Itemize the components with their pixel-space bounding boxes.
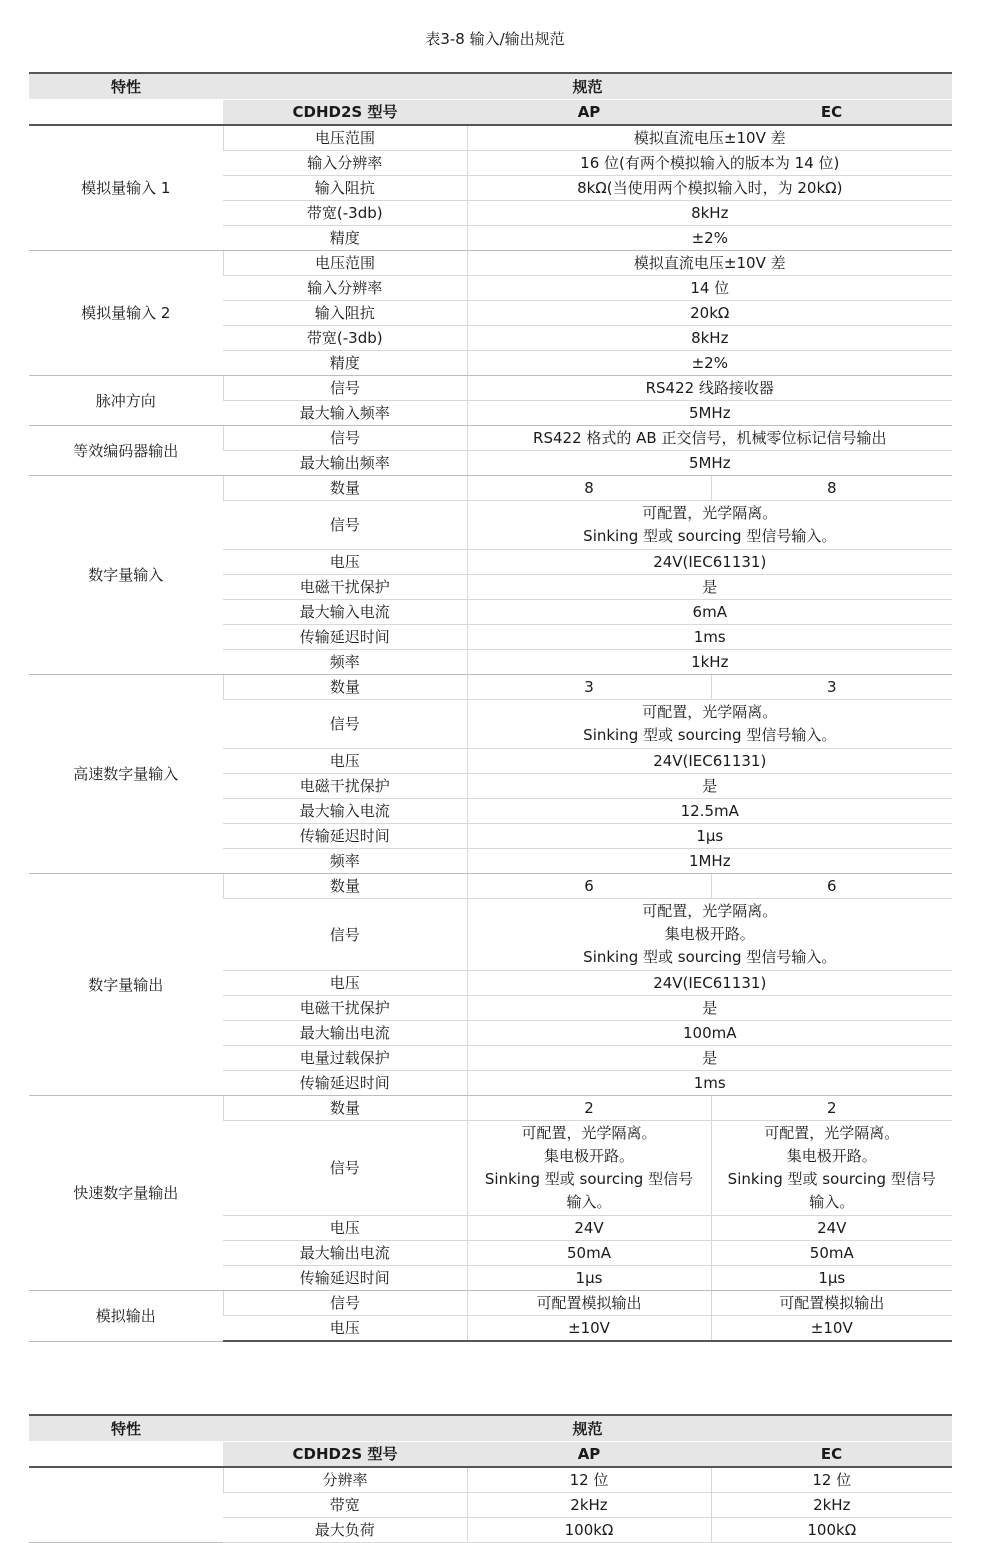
- ap-value-cell: 24V: [467, 1216, 711, 1241]
- cell-line: 集电极开路。: [664, 925, 755, 943]
- ap-value-cell: [467, 1121, 711, 1216]
- param-cell: 最大输入频率: [223, 401, 467, 426]
- value-cell: 14 位: [467, 276, 952, 301]
- param-cell: 最大输入电流: [223, 799, 467, 824]
- param-cell: 信号: [223, 899, 467, 971]
- param-cell: 信号: [223, 1121, 467, 1216]
- table-row: [29, 251, 952, 276]
- ec-value-cell: 2: [711, 1096, 952, 1121]
- value-cell: 1μs: [467, 824, 952, 849]
- param-cell: 信号: [223, 1291, 467, 1316]
- table-row: [29, 125, 952, 151]
- param-cell: 传输延迟时间: [223, 824, 467, 849]
- spec-header: 规范: [223, 73, 952, 100]
- ec-value-cell: 1μs: [711, 1266, 952, 1291]
- param-cell: 信号: [223, 700, 467, 749]
- ap-value-cell: 50mA: [467, 1241, 711, 1266]
- param-cell: 输入阻抗: [223, 301, 467, 326]
- param-cell: 电压: [223, 1316, 467, 1342]
- value-cell: 6mA: [467, 600, 952, 625]
- table-row: [29, 1467, 952, 1493]
- header-row-model: [29, 100, 952, 126]
- ap-value-cell: 3: [467, 675, 711, 700]
- ap-value-cell: ±10V: [467, 1316, 711, 1342]
- io-spec-table-continued: [29, 1414, 952, 1543]
- feature-header: 特性: [29, 73, 223, 100]
- value-cell: 100mA: [467, 1021, 952, 1046]
- param-cell: 最大输出电流: [223, 1021, 467, 1046]
- value-cell: 8kHz: [467, 201, 952, 226]
- ec-value-cell: 可配置模拟输出: [711, 1291, 952, 1316]
- param-cell: 数量: [223, 1096, 467, 1121]
- ec-value-cell: ±10V: [711, 1316, 952, 1342]
- value-cell: 24V(IEC61131): [467, 971, 952, 996]
- table-caption: 表3-8 输入/输出规范: [425, 30, 565, 48]
- ap-value-cell: 2kHz: [467, 1493, 711, 1518]
- cell-line: 输入。: [809, 1193, 855, 1211]
- feature-cell: 数字量输出: [29, 874, 223, 1096]
- param-cell: 输入阻抗: [223, 176, 467, 201]
- param-cell: 电压: [223, 550, 467, 575]
- value-cell: 8kΩ(当使用两个模拟输入时，为 20kΩ): [467, 176, 952, 201]
- feature-header-blank-2: [29, 1442, 223, 1468]
- param-cell: 电量过载保护: [223, 1046, 467, 1071]
- table-row: [29, 426, 952, 451]
- ap-header: AP: [467, 100, 711, 126]
- value-cell: 1MHz: [467, 849, 952, 874]
- feature-cell: [29, 1467, 223, 1543]
- param-cell: 电磁干扰保护: [223, 575, 467, 600]
- header-row-main: [29, 73, 952, 100]
- value-cell: 24V(IEC61131): [467, 749, 952, 774]
- cell-line: Sinking 型或 sourcing 型信号: [484, 1170, 694, 1188]
- cell-line: Sinking 型或 sourcing 型信号输入。: [583, 527, 837, 545]
- param-cell: 精度: [223, 226, 467, 251]
- ec-value-cell: 8: [711, 476, 952, 501]
- value-cell: RS422 线路接收器: [467, 376, 952, 401]
- cell-line: 输入。: [566, 1193, 612, 1211]
- param-cell: 传输延迟时间: [223, 1266, 467, 1291]
- ec-value-cell: 100kΩ: [711, 1518, 952, 1543]
- feature-cell: 脉冲方向: [29, 376, 223, 426]
- ap-value-cell: 8: [467, 476, 711, 501]
- ap-value-cell: 100kΩ: [467, 1518, 711, 1543]
- param-cell: 电压: [223, 971, 467, 996]
- value-cell: 16 位(有两个模拟输入的版本为 14 位): [467, 151, 952, 176]
- ec-value-cell: 50mA: [711, 1241, 952, 1266]
- header-row-model-2: [29, 1442, 952, 1468]
- param-cell: 信号: [223, 426, 467, 451]
- value-cell: [467, 700, 952, 749]
- value-cell: 是: [467, 1046, 952, 1071]
- cell-line: 可配置，光学隔离。: [642, 703, 778, 721]
- ec-value-cell: 24V: [711, 1216, 952, 1241]
- spec-header-2: 规范: [223, 1415, 952, 1442]
- model-header: CDHD2S 型号: [223, 100, 467, 126]
- param-cell: 频率: [223, 650, 467, 675]
- feature-cell: 数字量输入: [29, 476, 223, 675]
- ap-value-cell: 12 位: [467, 1467, 711, 1493]
- table-row: [29, 1291, 952, 1316]
- table-row: [29, 874, 952, 899]
- param-cell: 带宽(-3db): [223, 201, 467, 226]
- param-cell: 电压: [223, 1216, 467, 1241]
- model-header-2: CDHD2S 型号: [223, 1442, 467, 1468]
- ap-value-cell: 1μs: [467, 1266, 711, 1291]
- io-spec-table-continued-body: [29, 1467, 952, 1543]
- ec-value-cell: 3: [711, 675, 952, 700]
- value-cell: [467, 501, 952, 550]
- table-row: [29, 376, 952, 401]
- io-spec-table: [29, 72, 952, 1342]
- ec-value-cell: 12 位: [711, 1467, 952, 1493]
- value-cell: 是: [467, 575, 952, 600]
- param-cell: 输入分辨率: [223, 151, 467, 176]
- cell-line: 集电极开路。: [786, 1147, 877, 1165]
- value-cell: 模拟直流电压±10V 差: [467, 125, 952, 151]
- param-cell: 数量: [223, 476, 467, 501]
- param-cell: 信号: [223, 376, 467, 401]
- ap-header-2: AP: [467, 1442, 711, 1468]
- value-cell: ±2%: [467, 226, 952, 251]
- cell-line: Sinking 型或 sourcing 型信号: [727, 1170, 936, 1188]
- value-cell: RS422 格式的 AB 正交信号，机械零位标记信号输出: [467, 426, 952, 451]
- feature-cell: 快速数字量输出: [29, 1096, 223, 1291]
- cell-line: 可配置，光学隔离。: [521, 1124, 657, 1142]
- param-cell: 传输延迟时间: [223, 625, 467, 650]
- value-cell: 模拟直流电压±10V 差: [467, 251, 952, 276]
- param-cell: 电磁干扰保护: [223, 774, 467, 799]
- param-cell: 最大输入电流: [223, 600, 467, 625]
- feature-cell: 高速数字量输入: [29, 675, 223, 874]
- param-cell: 精度: [223, 351, 467, 376]
- param-cell: 信号: [223, 501, 467, 550]
- ec-header-2: EC: [711, 1442, 952, 1468]
- param-cell: 输入分辨率: [223, 276, 467, 301]
- value-cell: 是: [467, 996, 952, 1021]
- param-cell: 频率: [223, 849, 467, 874]
- cell-line: Sinking 型或 sourcing 型信号输入。: [583, 948, 837, 966]
- value-cell: 5MHz: [467, 451, 952, 476]
- cell-line: 可配置，光学隔离。: [764, 1124, 900, 1142]
- ap-value-cell: 6: [467, 874, 711, 899]
- cell-line: 可配置，光学隔离。: [642, 504, 778, 522]
- value-cell: 24V(IEC61131): [467, 550, 952, 575]
- feature-header-blank: [29, 100, 223, 126]
- value-cell: 1kHz: [467, 650, 952, 675]
- param-cell: 数量: [223, 874, 467, 899]
- cell-line: 集电极开路。: [543, 1147, 634, 1165]
- cell-line: 可配置，光学隔离。: [642, 902, 778, 920]
- table-row: [29, 1096, 952, 1121]
- value-cell: 是: [467, 774, 952, 799]
- feature-cell: 模拟量输入 2: [29, 251, 223, 376]
- cell-line: Sinking 型或 sourcing 型信号输入。: [583, 726, 837, 744]
- value-cell: [467, 899, 952, 971]
- param-cell: 分辨率: [223, 1467, 467, 1493]
- param-cell: 电压范围: [223, 125, 467, 151]
- param-cell: 电压: [223, 749, 467, 774]
- param-cell: 带宽(-3db): [223, 326, 467, 351]
- param-cell: 传输延迟时间: [223, 1071, 467, 1096]
- value-cell: 8kHz: [467, 326, 952, 351]
- table-row: [29, 476, 952, 501]
- table-row: [29, 675, 952, 700]
- param-cell: 电压范围: [223, 251, 467, 276]
- param-cell: 最大输出电流: [223, 1241, 467, 1266]
- header-row-main-2: [29, 1415, 952, 1442]
- ap-value-cell: 可配置模拟输出: [467, 1291, 711, 1316]
- ec-header: EC: [711, 100, 952, 126]
- param-cell: 最大负荷: [223, 1518, 467, 1543]
- value-cell: 12.5mA: [467, 799, 952, 824]
- feature-cell: 等效编码器输出: [29, 426, 223, 476]
- param-cell: 带宽: [223, 1493, 467, 1518]
- value-cell: 5MHz: [467, 401, 952, 426]
- ec-value-cell: [711, 1121, 952, 1216]
- feature-cell: 模拟输出: [29, 1291, 223, 1342]
- ap-value-cell: 2: [467, 1096, 711, 1121]
- value-cell: 20kΩ: [467, 301, 952, 326]
- value-cell: 1ms: [467, 625, 952, 650]
- feature-cell: 模拟量输入 1: [29, 125, 223, 251]
- feature-header-2: 特性: [29, 1415, 223, 1442]
- ec-value-cell: 6: [711, 874, 952, 899]
- value-cell: ±2%: [467, 351, 952, 376]
- value-cell: 1ms: [467, 1071, 952, 1096]
- param-cell: 最大输出频率: [223, 451, 467, 476]
- io-spec-table-body: [29, 125, 952, 1341]
- param-cell: 数量: [223, 675, 467, 700]
- ec-value-cell: 2kHz: [711, 1493, 952, 1518]
- param-cell: 电磁干扰保护: [223, 996, 467, 1021]
